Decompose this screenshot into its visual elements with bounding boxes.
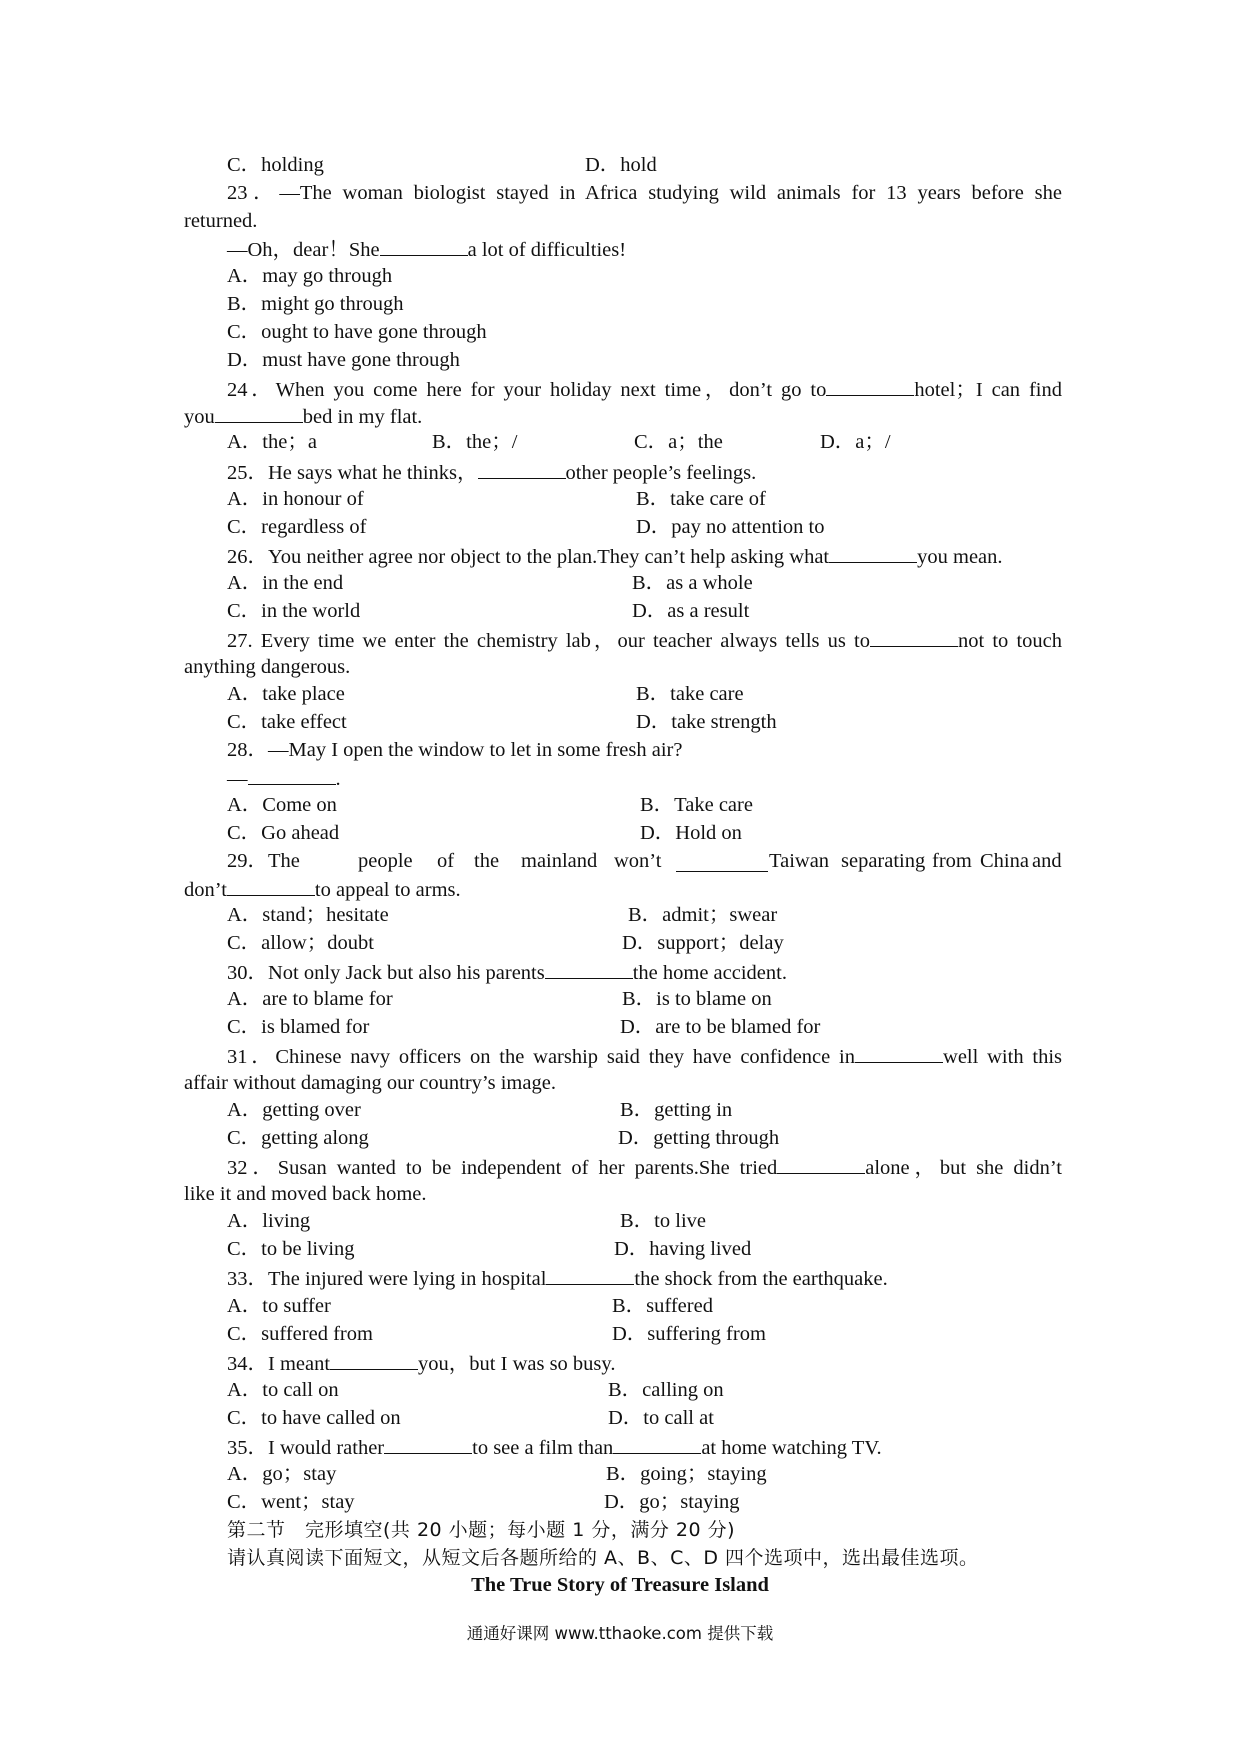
answer-blank [478,457,566,479]
question-25-options-ab [0,485,1240,513]
option-a: A．take place [227,683,345,705]
question-32-options-cd [0,1235,1240,1263]
passage-title: The True Story of Treasure Island [471,1574,769,1596]
question-35-stem: 35．I would rather to see a film than at home watching TV. [0,1432,1240,1460]
answer-blank [777,1152,865,1174]
option-b: B．is to blame on [622,988,772,1010]
answer-blank [215,401,303,423]
option-c: C．is blamed for [227,1016,370,1038]
answer-blank [855,1041,943,1063]
question-22-options [0,151,1240,179]
option-d: D．getting through [618,1127,780,1149]
question-35-options-ab [0,1460,1240,1488]
question-31-options-ab [0,1096,1240,1124]
question-32-stem-continued: like it and moved back home. [184,1183,427,1205]
option-c: C．take effect [227,711,347,733]
question-28-reply: — . [0,763,1240,791]
question-32-options-ab [0,1207,1240,1235]
option-a: A．stand；hesitate [227,904,389,926]
answer-blank [826,374,914,396]
option-a: A．to call on [227,1379,339,1401]
question-31-stem-continued: affair without damaging our country’s image. [184,1072,556,1094]
option-a: A．to suffer [227,1295,331,1317]
option-d: D．as a result [632,600,750,622]
option-c: C．went；stay [227,1491,355,1513]
question-33-stem: 33．The injured were lying in hospital the shock from the earthquake. [0,1263,1240,1291]
answer-blank [227,874,315,896]
question-23-option-a: A．may go through [227,265,393,287]
option-a: A．are to blame for [227,988,393,1010]
page-footer: 通通好课网 www.tthaoke.com 提供下载 [466,1624,774,1643]
question-30-options-ab [0,985,1240,1013]
option-b: B．getting in [620,1099,733,1121]
question-30-options-cd [0,1013,1240,1041]
question-23-dialogue: —Oh，dear！She a lot of difficulties! [0,234,1240,262]
question-34-options-ab [0,1376,1240,1404]
question-29-stem: 29．The people of the mainland won’t Taiwan separating from China and [227,850,1062,872]
question-26-options-ab [0,569,1240,597]
option-d: D．are to be blamed for [620,1016,821,1038]
option-b: B．going；staying [606,1463,767,1485]
answer-blank [330,1348,418,1370]
option-c: C．getting along [227,1127,369,1149]
option-d: D．having lived [614,1238,752,1260]
option-d: D．support；delay [622,932,784,954]
option-c: C．a；the [634,431,723,453]
question-25-stem: 25．He says what he thinks， other people’s feelings. [0,457,1240,485]
option-a: A．go；stay [227,1463,337,1485]
section-instruction: 请认真阅读下面短文，从短文后各题所给的 A、B、C、D 四个选项中，选出最佳选项。 [227,1547,979,1569]
answer-blank [546,1263,634,1285]
question-26-options-cd [0,597,1240,625]
question-27-stem: 27. Every time we enter the chemistry lab，our teacher always tells us to not to touch [0,625,1240,653]
question-25-options-cd [0,513,1240,541]
option-c: C．in the world [227,600,361,622]
answer-blank [870,625,958,647]
option-a: A．in honour of [227,488,364,510]
answer-blank [829,541,917,563]
option-b: B．suffered [612,1295,713,1317]
question-29-options-ab [0,901,1240,929]
question-23-option-b: B．might go through [227,293,404,315]
option-c: C．to have called on [227,1407,401,1429]
answer-blank [384,1432,472,1454]
question-27-options-cd [0,708,1240,736]
question-24-stem: 24．When you come here for your holiday next time，don’t go to hotel；I can find [0,374,1240,402]
option-b: B．Take care [640,794,753,816]
question-31-stem: 31．Chinese navy officers on the warship said they have confidence in well with this [0,1041,1240,1069]
question-24-stem-continued: you bed in my flat. [0,401,1240,429]
answer-blank [380,234,468,256]
option-b: B．take care [636,683,744,705]
question-27-stem-continued: anything dangerous. [184,656,351,678]
question-26-stem: 26．You neither agree nor object to the plan.They can’t help asking what you mean. [0,541,1240,569]
option-d: D．Hold on [640,822,742,844]
option-c: C．holding [227,154,324,176]
option-c: C．Go ahead [227,822,340,844]
question-33-options-cd [0,1320,1240,1348]
option-a: A．in the end [227,572,344,594]
option-d: D．suffering from [612,1323,766,1345]
question-34-options-cd [0,1404,1240,1432]
section-heading: 第二节 完形填空(共 20 小题；每小题 1 分，满分 20 分) [227,1519,736,1541]
question-32-stem: 32．Susan wanted to be independent of her parents.She tried alone，but she didn’t [0,1152,1240,1180]
answer-blank [613,1432,701,1454]
question-27-options-ab [0,680,1240,708]
question-28-options-cd [0,819,1240,847]
question-23-stem: 23．—The woman biologist stayed in Africa studying wild animals for 13 years before she [227,182,1062,204]
option-a: A．living [227,1210,311,1232]
question-30-stem: 30．Not only Jack but also his parents the home accident. [0,957,1240,985]
question-23-option-d: D．must have gone through [227,349,460,371]
option-a: A．Come on [227,794,337,816]
option-a: A．getting over [227,1099,361,1121]
question-23-stem-continued: returned. [184,210,258,232]
option-b: B．admit；swear [628,904,778,926]
option-d: D．hold [585,154,657,176]
option-c: C．regardless of [227,516,367,538]
option-d: D．go；staying [604,1491,740,1513]
question-23-option-c: C．ought to have gone through [227,321,487,343]
option-d: D．take strength [636,711,777,733]
option-b: B．the；/ [432,431,518,453]
option-b: B．as a whole [632,572,753,594]
answer-blank [676,850,768,872]
question-35-options-cd [0,1488,1240,1516]
option-b: B．calling on [608,1379,724,1401]
option-c: C．suffered from [227,1323,373,1345]
option-a: A．the；a [227,431,317,453]
option-c: C．to be living [227,1238,355,1260]
question-28-options-ab [0,791,1240,819]
option-b: B．take care of [636,488,766,510]
question-29-options-cd [0,929,1240,957]
answer-blank [248,763,336,785]
question-33-options-ab [0,1292,1240,1320]
answer-blank [545,957,633,979]
question-34-stem: 34．I meant you，but I was so busy. [0,1348,1240,1376]
question-28-stem: 28．—May I open the window to let in some fresh air? [227,739,683,761]
question-29-stem-continued: don’t to appeal to arms. [0,874,1240,902]
question-31-options-cd [0,1124,1240,1152]
option-c: C．allow；doubt [227,932,374,954]
question-24-options [0,428,1240,456]
option-d: D．pay no attention to [636,516,825,538]
option-b: B．to live [620,1210,706,1232]
option-d: D．to call at [608,1407,714,1429]
option-d: D．a；/ [820,431,891,453]
